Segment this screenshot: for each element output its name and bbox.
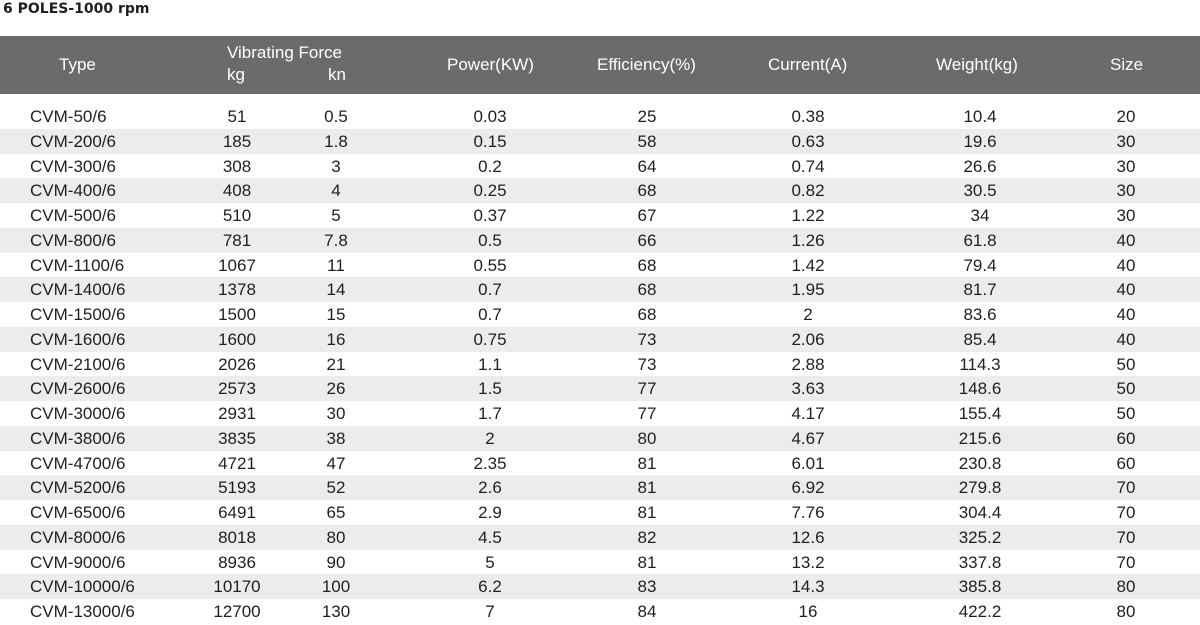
cell-size: 50 [1116, 354, 1136, 374]
cell-power: 5 [485, 552, 495, 572]
cell-kn: 15 [326, 305, 346, 324]
cell-power: 7 [485, 602, 495, 621]
cell-kg: 308 [222, 156, 252, 176]
cell-size: 40 [1116, 280, 1136, 300]
cell-kn: 47 [326, 453, 346, 473]
cell-eff: 77 [637, 404, 657, 423]
cell-kn: 21 [326, 354, 346, 374]
cell-size: 30 [1116, 181, 1136, 201]
cell-type: CVM-9000/6 [30, 552, 126, 572]
cell-eff: 81 [637, 552, 657, 572]
cell-type: CVM-1400/6 [30, 280, 126, 300]
table-row [0, 253, 1200, 278]
header-efficiency: Efficiency(%) [597, 55, 696, 74]
cell-kn: 80 [326, 527, 346, 547]
cell-type: CVM-1100/6 [30, 255, 125, 275]
cell-current: 14.3 [791, 577, 825, 597]
table-row [0, 302, 1200, 327]
cell-weight: 26.6 [963, 156, 997, 176]
header-current: Current(A) [768, 55, 848, 74]
cell-eff: 66 [637, 230, 657, 250]
cell-power: 6.2 [478, 577, 502, 597]
cell-type: CVM-4700/6 [30, 453, 126, 473]
table-row [0, 451, 1200, 476]
cell-kn: 4 [331, 181, 341, 201]
cell-kg: 1067 [218, 255, 256, 275]
cell-kn: 26 [326, 379, 346, 399]
cell-current: 13.2 [791, 552, 825, 572]
cell-kn: 30 [326, 404, 346, 423]
cell-power: 0.37 [473, 206, 507, 225]
cell-power: 0.7 [478, 280, 502, 300]
header-kn: kn [328, 65, 346, 84]
cell-power: 1.5 [478, 379, 502, 399]
cell-kg: 185 [222, 131, 252, 151]
cell-power: 4.5 [478, 527, 502, 547]
header-power: Power(KW) [447, 55, 534, 74]
table-row [0, 129, 1200, 154]
header-weight: Weight(kg) [936, 55, 1018, 74]
cell-weight: 34 [970, 206, 990, 225]
cell-kn: 38 [326, 428, 346, 448]
cell-eff: 82 [637, 527, 657, 547]
cell-current: 0.82 [791, 181, 825, 201]
cell-size: 40 [1116, 329, 1136, 349]
table-row [0, 178, 1200, 203]
cell-size: 70 [1116, 478, 1136, 498]
cell-kg: 12700 [213, 602, 261, 621]
cell-power: 0.2 [478, 156, 502, 176]
table-row [0, 203, 1200, 228]
cell-size: 60 [1116, 453, 1136, 473]
header-kg: kg [227, 65, 245, 84]
cell-size: 20 [1116, 107, 1136, 126]
cell-type: CVM-1600/6 [30, 329, 126, 349]
cell-power: 2 [485, 428, 495, 448]
cell-weight: 61.8 [963, 230, 997, 250]
table-row [0, 599, 1200, 624]
cell-type: CVM-2600/6 [30, 379, 126, 399]
cell-kn: 7.8 [324, 230, 348, 250]
header-type: Type [59, 55, 96, 74]
cell-current: 6.92 [791, 478, 825, 498]
cell-current: 3.63 [791, 379, 825, 399]
cell-weight: 422.2 [958, 602, 1002, 621]
cell-weight: 79.4 [963, 255, 997, 275]
cell-kn: 11 [327, 255, 345, 275]
cell-weight: 215.6 [958, 428, 1002, 448]
cell-kn: 130 [321, 602, 351, 621]
table-row [0, 104, 1200, 129]
table-row [0, 376, 1200, 401]
cell-kg: 8936 [218, 552, 256, 572]
table-body [0, 104, 1200, 624]
cell-size: 40 [1116, 255, 1136, 275]
cell-eff: 58 [637, 131, 657, 151]
cell-type: CVM-13000/6 [30, 602, 135, 621]
cell-kg: 1600 [218, 329, 256, 349]
cell-power: 1.7 [478, 404, 502, 423]
cell-kn: 5 [331, 206, 341, 225]
cell-eff: 64 [637, 156, 657, 176]
cell-size: 30 [1116, 206, 1136, 225]
cell-eff: 67 [637, 206, 657, 225]
cell-eff: 81 [637, 503, 657, 522]
cell-weight: 304.4 [958, 503, 1002, 522]
cell-eff: 68 [637, 280, 657, 300]
cell-kg: 1500 [218, 305, 256, 324]
cell-weight: 155.4 [958, 404, 1002, 423]
cell-type: CVM-10000/6 [30, 577, 135, 597]
cell-weight: 148.6 [958, 379, 1002, 399]
cell-weight: 85.4 [963, 329, 997, 349]
cell-kg: 10170 [213, 577, 261, 597]
cell-power: 0.7 [478, 305, 502, 324]
cell-power: 2.35 [473, 453, 507, 473]
cell-power: 0.03 [473, 107, 507, 126]
cell-kg: 6491 [218, 503, 256, 522]
cell-kg: 408 [222, 181, 252, 201]
cell-power: 0.55 [473, 255, 507, 275]
cell-eff: 73 [637, 354, 657, 374]
cell-size: 70 [1116, 527, 1136, 547]
cell-current: 1.26 [791, 230, 825, 250]
cell-power: 2.9 [478, 503, 502, 522]
header-vibrating-force: Vibrating Force [227, 43, 342, 62]
cell-weight: 81.7 [963, 280, 997, 300]
cell-power: 0.25 [473, 181, 507, 201]
cell-weight: 114.3 [959, 354, 1001, 374]
cell-current: 0.63 [791, 131, 825, 151]
cell-size: 80 [1116, 577, 1136, 597]
cell-current: 7.76 [791, 503, 825, 522]
cell-size: 80 [1116, 602, 1136, 621]
cell-current: 0.74 [791, 156, 825, 176]
cell-kg: 3835 [218, 428, 256, 448]
cell-eff: 84 [637, 602, 657, 621]
cell-kg: 2931 [218, 404, 256, 423]
cell-size: 50 [1116, 404, 1136, 423]
cell-power: 2.6 [478, 478, 502, 498]
cell-power: 0.15 [473, 131, 507, 151]
cell-type: CVM-500/6 [30, 206, 116, 225]
cell-type: CVM-6500/6 [30, 503, 126, 522]
cell-current: 4.17 [791, 404, 825, 423]
cell-eff: 77 [637, 379, 657, 399]
table-row [0, 574, 1200, 599]
cell-eff: 25 [637, 107, 657, 126]
cell-eff: 73 [637, 329, 657, 349]
cell-eff: 83 [637, 577, 657, 597]
table-row [0, 475, 1200, 500]
table-row [0, 550, 1200, 575]
cell-size: 40 [1116, 230, 1136, 250]
cell-size: 70 [1116, 503, 1136, 522]
cell-current: 0.38 [791, 107, 825, 126]
cell-eff: 81 [637, 453, 657, 473]
cell-kn: 52 [326, 478, 346, 498]
table-title: 6 POLES-1000 rpm [3, 1, 150, 17]
table-row [0, 426, 1200, 451]
cell-type: CVM-800/6 [30, 230, 116, 250]
cell-size: 70 [1116, 552, 1136, 572]
cell-weight: 337.8 [958, 552, 1002, 572]
cell-weight: 10.4 [963, 107, 997, 126]
cell-size: 30 [1116, 131, 1136, 151]
cell-eff: 81 [637, 478, 657, 498]
cell-kg: 781 [222, 230, 252, 250]
cell-size: 50 [1116, 379, 1136, 399]
cell-eff: 68 [637, 181, 657, 201]
header-size: Size [1110, 55, 1144, 74]
cell-current: 4.67 [791, 428, 825, 448]
cell-current: 12.6 [791, 527, 825, 547]
cell-type: CVM-1500/6 [30, 305, 126, 324]
cell-power: 1.1 [478, 354, 502, 374]
cell-current: 6.01 [791, 453, 825, 473]
cell-size: 30 [1116, 156, 1136, 176]
cell-kg: 5193 [218, 478, 256, 498]
cell-type: CVM-200/6 [30, 131, 116, 151]
table-row [0, 277, 1200, 302]
cell-type: CVM-2100/6 [30, 354, 126, 374]
cell-type: CVM-50/6 [30, 107, 107, 126]
table-row [0, 228, 1200, 253]
cell-weight: 279.8 [958, 478, 1002, 498]
cell-eff: 68 [637, 255, 657, 275]
cell-eff: 80 [637, 428, 657, 448]
cell-current: 2.88 [791, 354, 825, 374]
table-row [0, 154, 1200, 179]
cell-kg: 4721 [218, 453, 256, 473]
cell-weight: 385.8 [958, 577, 1002, 597]
table-row [0, 500, 1200, 525]
cell-weight: 83.6 [963, 305, 997, 324]
cell-kg: 510 [222, 206, 252, 225]
cell-kn: 16 [326, 329, 346, 349]
cell-type: CVM-5200/6 [30, 478, 126, 498]
table-row [0, 525, 1200, 550]
cell-kn: 90 [326, 552, 346, 572]
cell-power: 0.5 [478, 230, 502, 250]
table-row [0, 401, 1200, 426]
cell-type: CVM-8000/6 [30, 527, 126, 547]
cell-type: CVM-400/6 [30, 181, 116, 201]
cell-kn: 100 [321, 577, 351, 597]
cell-size: 60 [1116, 428, 1136, 448]
table-header [0, 36, 1200, 94]
cell-current: 2 [803, 305, 813, 324]
cell-kn: 65 [326, 503, 346, 522]
cell-kn: 14 [326, 280, 346, 300]
cell-type: CVM-3800/6 [30, 428, 126, 448]
table-row [0, 352, 1200, 377]
cell-current: 16 [798, 602, 818, 621]
cell-weight: 230.8 [958, 453, 1002, 473]
cell-current: 1.95 [791, 280, 825, 300]
cell-current: 2.06 [791, 329, 825, 349]
cell-kn: 3 [331, 156, 341, 176]
cell-eff: 68 [637, 305, 657, 324]
cell-current: 1.42 [791, 255, 825, 275]
cell-current: 1.22 [791, 206, 825, 225]
table-row [0, 327, 1200, 352]
cell-weight: 325.2 [958, 527, 1002, 547]
cell-power: 0.75 [473, 329, 507, 349]
cell-type: CVM-3000/6 [30, 404, 126, 423]
cell-kg: 2573 [218, 379, 256, 399]
cell-weight: 30.5 [963, 181, 997, 201]
cell-kg: 8018 [218, 527, 256, 547]
cell-kn: 1.8 [324, 131, 348, 151]
cell-kg: 1378 [218, 280, 256, 300]
cell-weight: 19.6 [963, 131, 997, 151]
cell-size: 40 [1116, 305, 1136, 324]
cell-kg: 51 [227, 107, 247, 126]
cell-kg: 2026 [218, 354, 256, 374]
cell-kn: 0.5 [324, 107, 348, 126]
cell-type: CVM-300/6 [30, 156, 116, 176]
